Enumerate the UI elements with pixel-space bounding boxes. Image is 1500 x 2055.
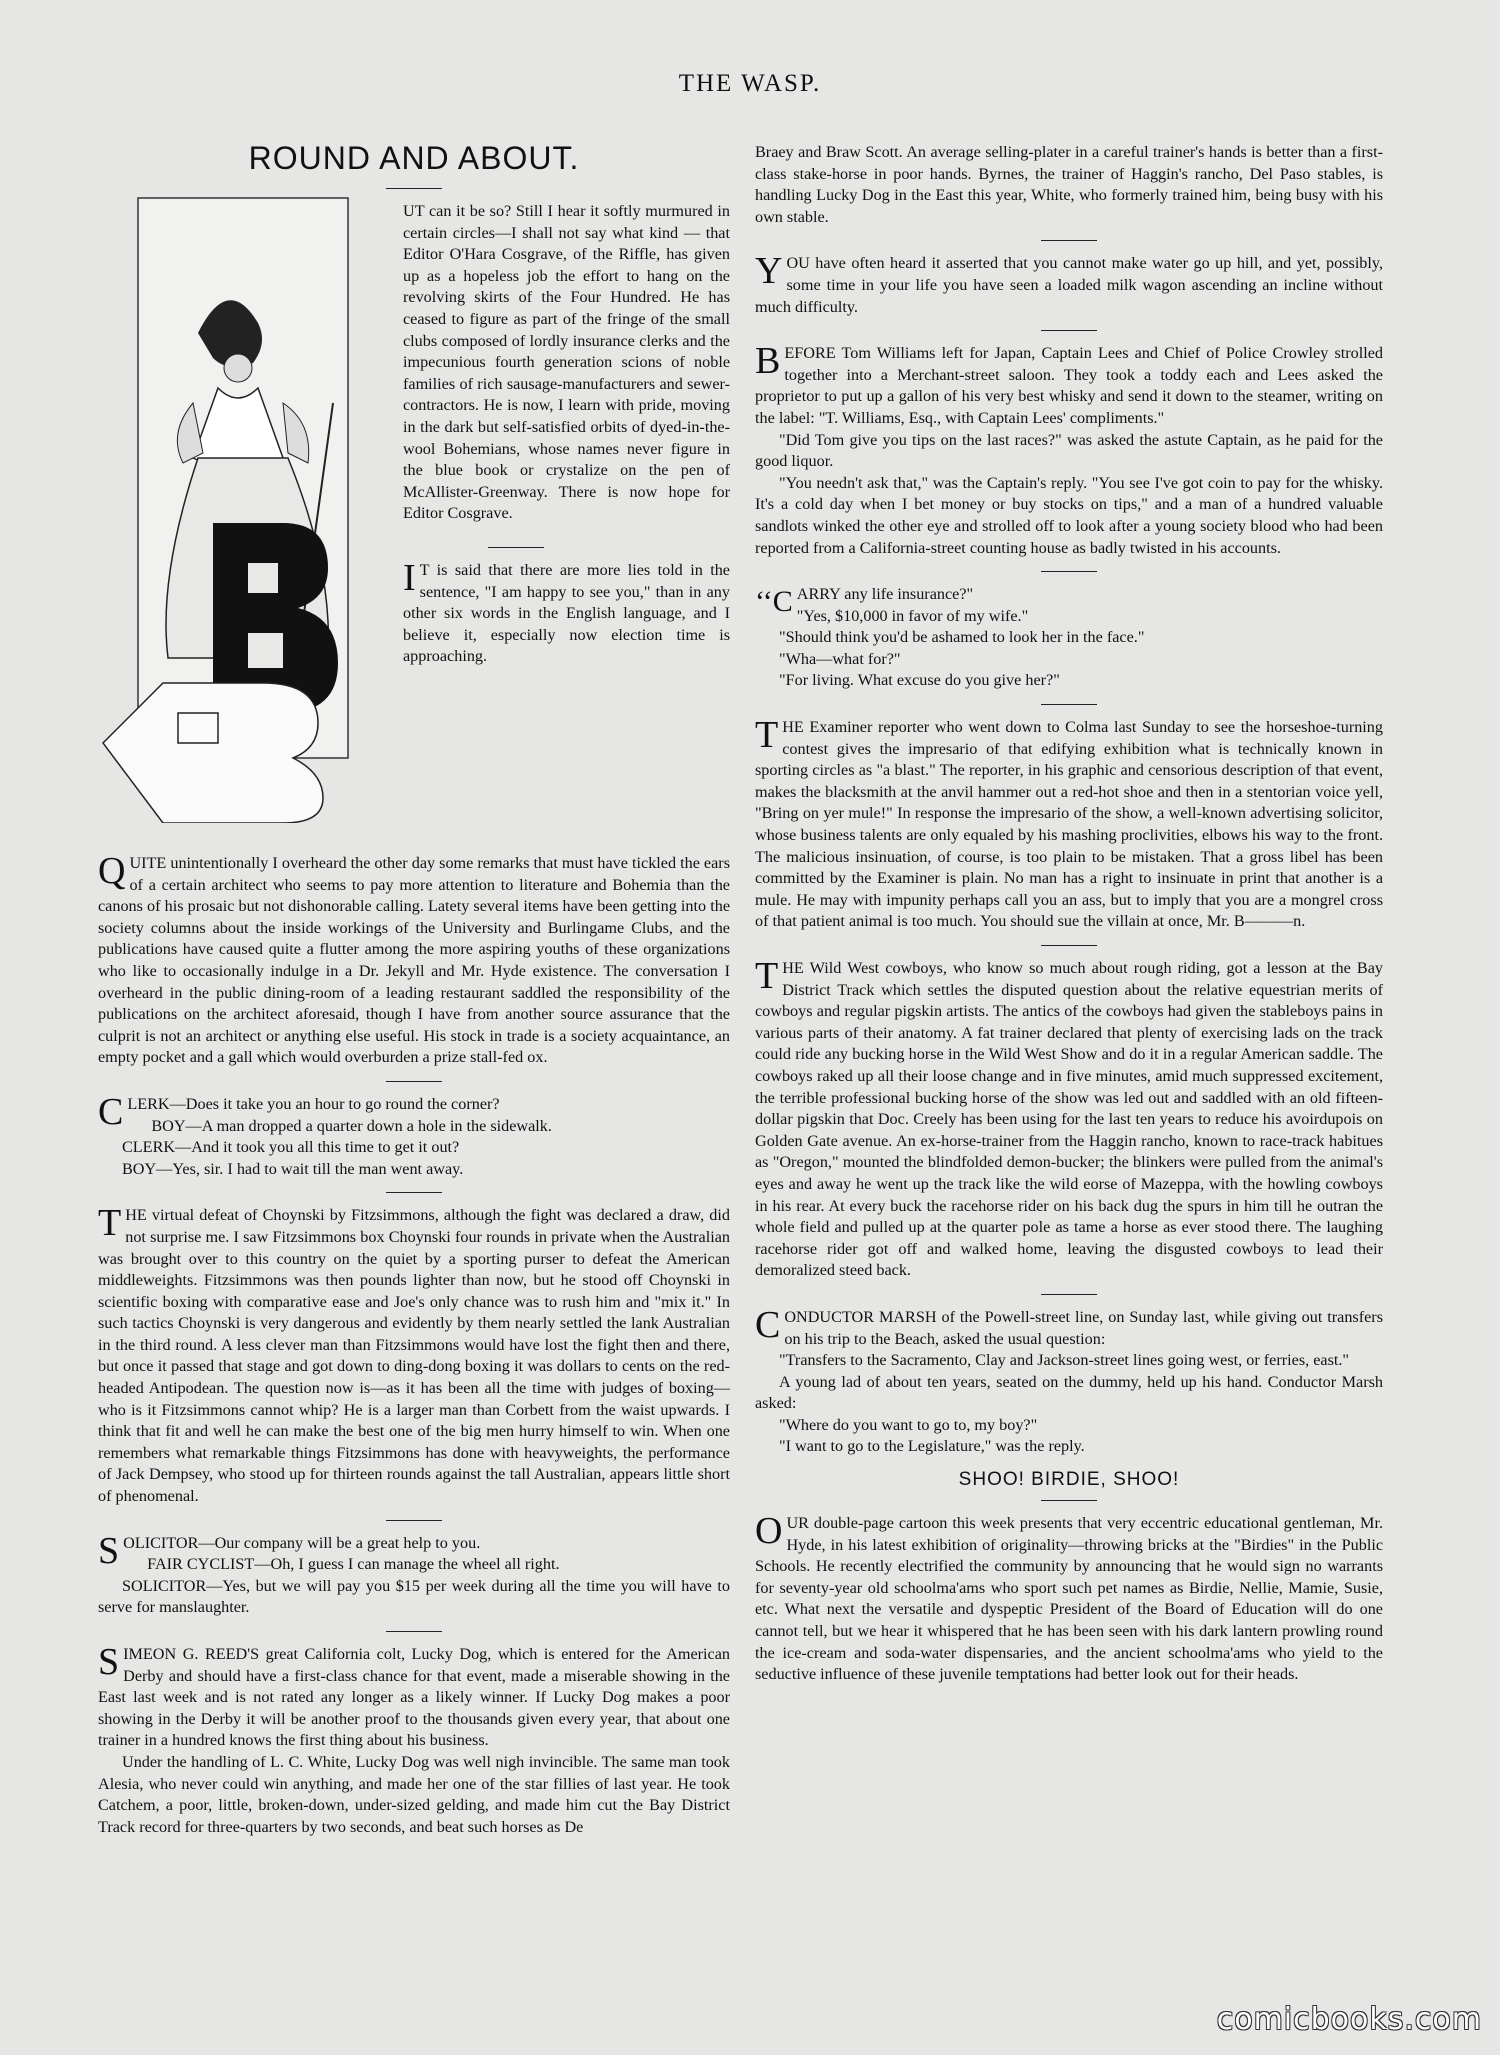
paragraph-legislature: "I want to go to the Legislature," was the reply. (779, 1437, 1085, 1456)
dialogue-line: "Yes, $10,000 in favor of my wife." (796, 606, 1029, 625)
paragraph-reply: "You needn't ask that," was the Captain's reply. "You see I've got coin to pay for the whisky. It's a cold day when I bet money or buy stocks on tips," and a man of a hundred valuable sandlots winked the other eye and strolled off to look after a young society blood who had been reported from a California-street counting house as badly twisted in his accounts. (755, 473, 1383, 557)
drop-cap: T (755, 955, 779, 997)
paragraph-white: Under the handling of L. C. White, Lucky Dog was well nigh invincible. The same man took Alesia, who never could win anything, and made her one of the star fillies of last year. He took Catchem, a poor, little, broken-down, under-sized gelding, and made him cut the Bay District Track record for three-quarters by two seconds, and beat such horses as De (98, 1752, 730, 1836)
paragraph-lies-text: T is said that there are more lies told in the sentence, "I am happy to see you," than in any other six words in the English language, and I believe it, especially now election time is approaching. (403, 560, 730, 666)
paragraph-examiner-text: HE Examiner reporter who went down to Colma last Sunday to see the horseshoe-turning contest gives the impresario of that edifying exhibition what is technically known in sporting circles as "a blast." The reporter, in his graphic and censorious description of that event, makes the blacksmith at the anvil hammer out a red-hot shoe and then in a stentorian voice yell, "Bring on yer mule!" In response the impresario of the show, a well-known advertising solicitor, whose business talents are only equaled by his mashing proclivities, elbows his way to the front. The malicious insinuation, of course, is too plain to be mistaken. That a gross libel has been committed by the Examiner is plain. No man has a right to insinuate in print that another is a mule. He may with impunity perhaps call you an ass, but to imply that you are a mongrel cross of that patient animal is too much. You should sue the villain at once, Mr. B———n. (755, 718, 1383, 931)
paragraph-fitzsimmons (98, 1202, 730, 1507)
paragraph-tom-williams (755, 340, 1383, 429)
drop-cap: Y (755, 250, 783, 293)
drop-cap: S (98, 1641, 120, 1683)
drop-cap: ‘‘C (755, 585, 793, 619)
right-column (755, 142, 1383, 1686)
drop-cap: C (755, 1303, 781, 1346)
dialogue-line: "For living. What excuse do you give her?" (779, 671, 1060, 690)
paragraph-cowboys (755, 955, 1383, 1282)
subhead-shoo-birdie: SHOO! BIRDIE, SHOO! (958, 1469, 1180, 1491)
section-rule (1041, 945, 1097, 946)
paragraph-examiner (755, 714, 1383, 933)
paragraph-lucky-dog-text: IMEON G. REED'S great California colt, Lucky Dog, which is entered for the American Derby and should have a first-class chance for that event, made a miserable showing in the East last week and is not rated any longer as a likely winner. If Lucky Dog makes a poor showing in the Derby it will be another proof to the thousands given every year, that about one trainer in a hundred knows the first thing about his business. (98, 1645, 730, 1750)
section-rule (386, 1192, 442, 1193)
dialogue-line: SOLICITOR—Yes, but we will pay you $15 per week during all the time you will have to serve for manslaughter. (98, 1576, 730, 1617)
drop-cap: Q (98, 850, 126, 892)
drop-cap: C (98, 1090, 124, 1133)
drop-cap: B (755, 340, 781, 383)
section-rule (386, 1520, 442, 1521)
paragraph-water (755, 250, 1383, 318)
dialogue-line: LERK—Does it take you an hour to go round the corner? (127, 1094, 500, 1113)
paragraph-cartoon-text: UR double-page cartoon this week presents that very eccentric educational gentleman, Mr. Hyde, in his latest exhibition of originality—throwing bricks at the "Birdies" in the Public Schools. He recently electrified the community by announcing that he would sign no warrants for seventy-year old schoolma'ams who sport such pet names as Birdie, Nellie, Mamie, Susie, etc. What next the versatile and dyspeptic President of the Board of Education will do one cannot tell, but we hear it whispered that he has been seen with his dark lantern prowling round the ice-cream and soda-water dispensaries, and the ancient schoolma'ams who yield to the seductive influence of these juvenile temptations had better look out for their heads. (755, 1514, 1383, 1684)
article-title: ROUND AND ABOUT. (248, 140, 580, 176)
paragraph-conductor (755, 1303, 1383, 1350)
dialogue-solicitor (98, 1529, 730, 1619)
drop-cap: O (755, 1510, 783, 1553)
masthead: THE WASP. (678, 70, 822, 97)
illustrated-initial-b-icon (98, 193, 389, 823)
dialogue-insurance (755, 584, 1383, 692)
title-rule (386, 188, 442, 189)
dialogue-clerk (98, 1090, 730, 1180)
dialogue-line: "Should think you'd be ashamed to look her in the face." (779, 628, 1145, 647)
section-rule (1041, 240, 1097, 241)
dialogue-line: BOY—Yes, sir. I had to wait till the man went away. (122, 1159, 464, 1178)
paragraph-tips: "Did Tom give you tips on the last races?" was asked the astute Captain, as he paid for the good liquor. (755, 430, 1383, 471)
paragraph-tom-williams-text: EFORE Tom Williams left for Japan, Captain Lees and Chief of Police Crowley strolled together into a Merchant-street saloon. They took a toddy each and Lees asked the proprietor to put up a gallon of his very best whisky and send it down to the steamer, writing on the label: "T. Williams, Esq., with Captain Lees' compliments." (755, 344, 1383, 427)
dialogue-line: BOY—A man dropped a quarter down a hole in the sidewalk. (151, 1116, 552, 1135)
paragraph-cosgrave-text: UT can it be so? Still I hear it softly murmured in certain circles—I shall not say what kind — that Editor O'Hara Cosgrave, of the Riffle, has given up as a hopeless job the effort to hang on the revolving skirts of the Four Hundred. He has ceased to figure as part of the fringe of the small clubs composed of lordly insurance clerks and the impecunious fourth generation scions of noble families of rich sausage-manufacturers and sewer-contractors. He is now, I learn with pride, moving in the dark but self-satisfied orbits of dyed-in-the-wool Bohemians, whose names never figure in the blue book or crystalize on the pen of McAllister-Greenway. There is now hope for Editor Cosgrave. (403, 202, 730, 523)
paragraph-conductor-text: ONDUCTOR MARSH of the Powell-street line, on Sunday last, while giving out transfers on his trip to the Beach, asked the usual question: (784, 1307, 1383, 1348)
subhead-rule (1041, 1500, 1097, 1501)
section-rule (488, 547, 544, 548)
paragraph-architect (98, 850, 730, 1069)
dialogue-line: ARRY any life insurance?" (796, 585, 974, 604)
left-column (98, 140, 730, 1838)
dialogue-line: OLICITOR—Our company will be a great help to you. (123, 1533, 481, 1552)
section-rule (1041, 571, 1097, 572)
section-rule (386, 1631, 442, 1632)
paragraph-transfers: "Transfers to the Sacramento, Clay and Jackson-street lines going west, or ferries, east." (779, 1351, 1350, 1370)
drop-cap: S (98, 1529, 120, 1572)
section-rule (386, 1081, 442, 1082)
dialogue-line: CLERK—And it took you all this time to get it out? (122, 1138, 460, 1157)
drop-cap: T (98, 1202, 122, 1245)
drop-cap: T (755, 714, 779, 757)
dialogue-line: "Wha—what for?" (779, 649, 901, 668)
section-rule (1041, 704, 1097, 705)
paragraph-water-text: OU have often heard it asserted that you cannot make water go up hill, and yet, possibly, some time in your life you have seen a loaded milk wagon ascending an incline without much difficulty. (755, 254, 1383, 316)
drop-cap: I (403, 556, 416, 599)
paragraph-cartoon (755, 1510, 1383, 1686)
paragraph-fitzsimmons-text: HE virtual defeat of Choynski by Fitzsimmons, although the fight was declared a draw, did not surprise me. I saw Fitzsimmons box Choynski four rounds in private when the Australian was brought over to this country on the quiet by a sporting purser to defeat the American middleweights. Fitzsimmons was then pounds lighter than now, but he stood off Choynski in scientific boxing with comparative ease and Joe's only chance was to rush him and "mix it." In such tactics Choynski is very dangerous and evidently by them nearly settled the lank Australian in the third round. A less clever man than Fitzsimmons would have lost the fight then and there, but once it passed that stage and got down to ding-dong boxing it was dollars to cents on the red-headed Antipodean. The question now is—as it has been all the time with judges of boxing—who is it Fitzsimmons cannot whip? He is a larger man than Corbett from the waist upwards. I think that fit and well he can make the best one of the big men hurry himself to win. When one remembers what remarkable things Fitzsimmons has done with heavyweights, the performance of Jack Dempsey, who stood up for thirteen rounds against the tall Australian, appears little short of phenomenal. (98, 1206, 730, 1506)
dialogue-line: FAIR CYCLIST—Oh, I guess I can manage the wheel all right. (147, 1555, 560, 1574)
section-rule (1041, 1294, 1097, 1295)
paragraph-architect-text: UITE unintentionally I overheard the other day some remarks that must have tickled the ears of a certain architect who seems to pay more attention to literature and Bohemia than the canons of his prosaic but not dishonorable calling. Latety several items have been getting into the society columns about the inside workings of the University and Burlingame Clubs, and the publications have caused quite a flutter among the more aspiring youths of these organizations who like to occasionally indulge in a Dr. Jekyll and Mr. Hyde existence. The conversation I overheard in the public dining-room of a leading restaurant saddled the responsibility of the publications on the architect aforesaid, though I have from another source assurance that the culprit is not an architect or anything else useful. His stock in trade is a society acquaintance, an empty pocket and a gall which would overburden a prize stall-fed ox. (98, 854, 730, 1067)
paragraph-lad: A young lad of about ten years, seated on the dummy, held up his hand. Conductor Marsh asked: (755, 1372, 1383, 1413)
paragraph-cowboys-text: HE Wild West cowboys, who know so much about rough riding, got a lesson at the Bay District Track which settles the disputed question about the relative equestrian merits of cowboys and regular pigskin artists. The antics of the cowboys had given the stableboys pains in various parts of their anatomy. A fat trainer declared that plenty of exercising lads on the track could ride any bucking horse in the Wild West Show and do it in a regular American saddle. The cowboys raked up all their loose change and in five minutes, amid much suppressed excitement, the terrible professional bucking horse of the show was led out and saddled with an old fifteen-dollar pigskin that Doc. Creely has been using for the last ten years to reduce his avoirdupois on Golden Gate avenue. An ex-horse-trainer from the Haggin rancho, known to race-track habitues as "Oregon," mounted the blindfolded demon-bucker; the blinkers were pulled from the animal's eyes and away he went up the track like the wild eorse of Mazeppa, with the howling cowboys in his rear. At every buck the racehorse rider on his back dug the spurs in him till he outran the whole field and pulled up at the quarter pole as tame a horse as ever stood there. The laughing racehorse rider got off and walked home, leaving the disgusted cowboys to lead their demoralized steed back. (755, 959, 1383, 1280)
paragraph-braey: Braey and Braw Scott. An average selling-plater in a careful trainer's hands is better than a first-class stake-horse in poor hands. Byrnes, the trainer of Haggin's rancho, Del Paso stables, is handling Lucky Dog in the East this year, White, who formerly trained him, being busy with his own stable. (755, 143, 1383, 226)
watermark: comicbooks.com (1216, 2002, 1482, 2037)
paragraph-where: "Where do you want to go to, my boy?" (779, 1415, 1038, 1434)
paragraph-lucky-dog (98, 1641, 730, 1752)
section-rule (1041, 330, 1097, 331)
